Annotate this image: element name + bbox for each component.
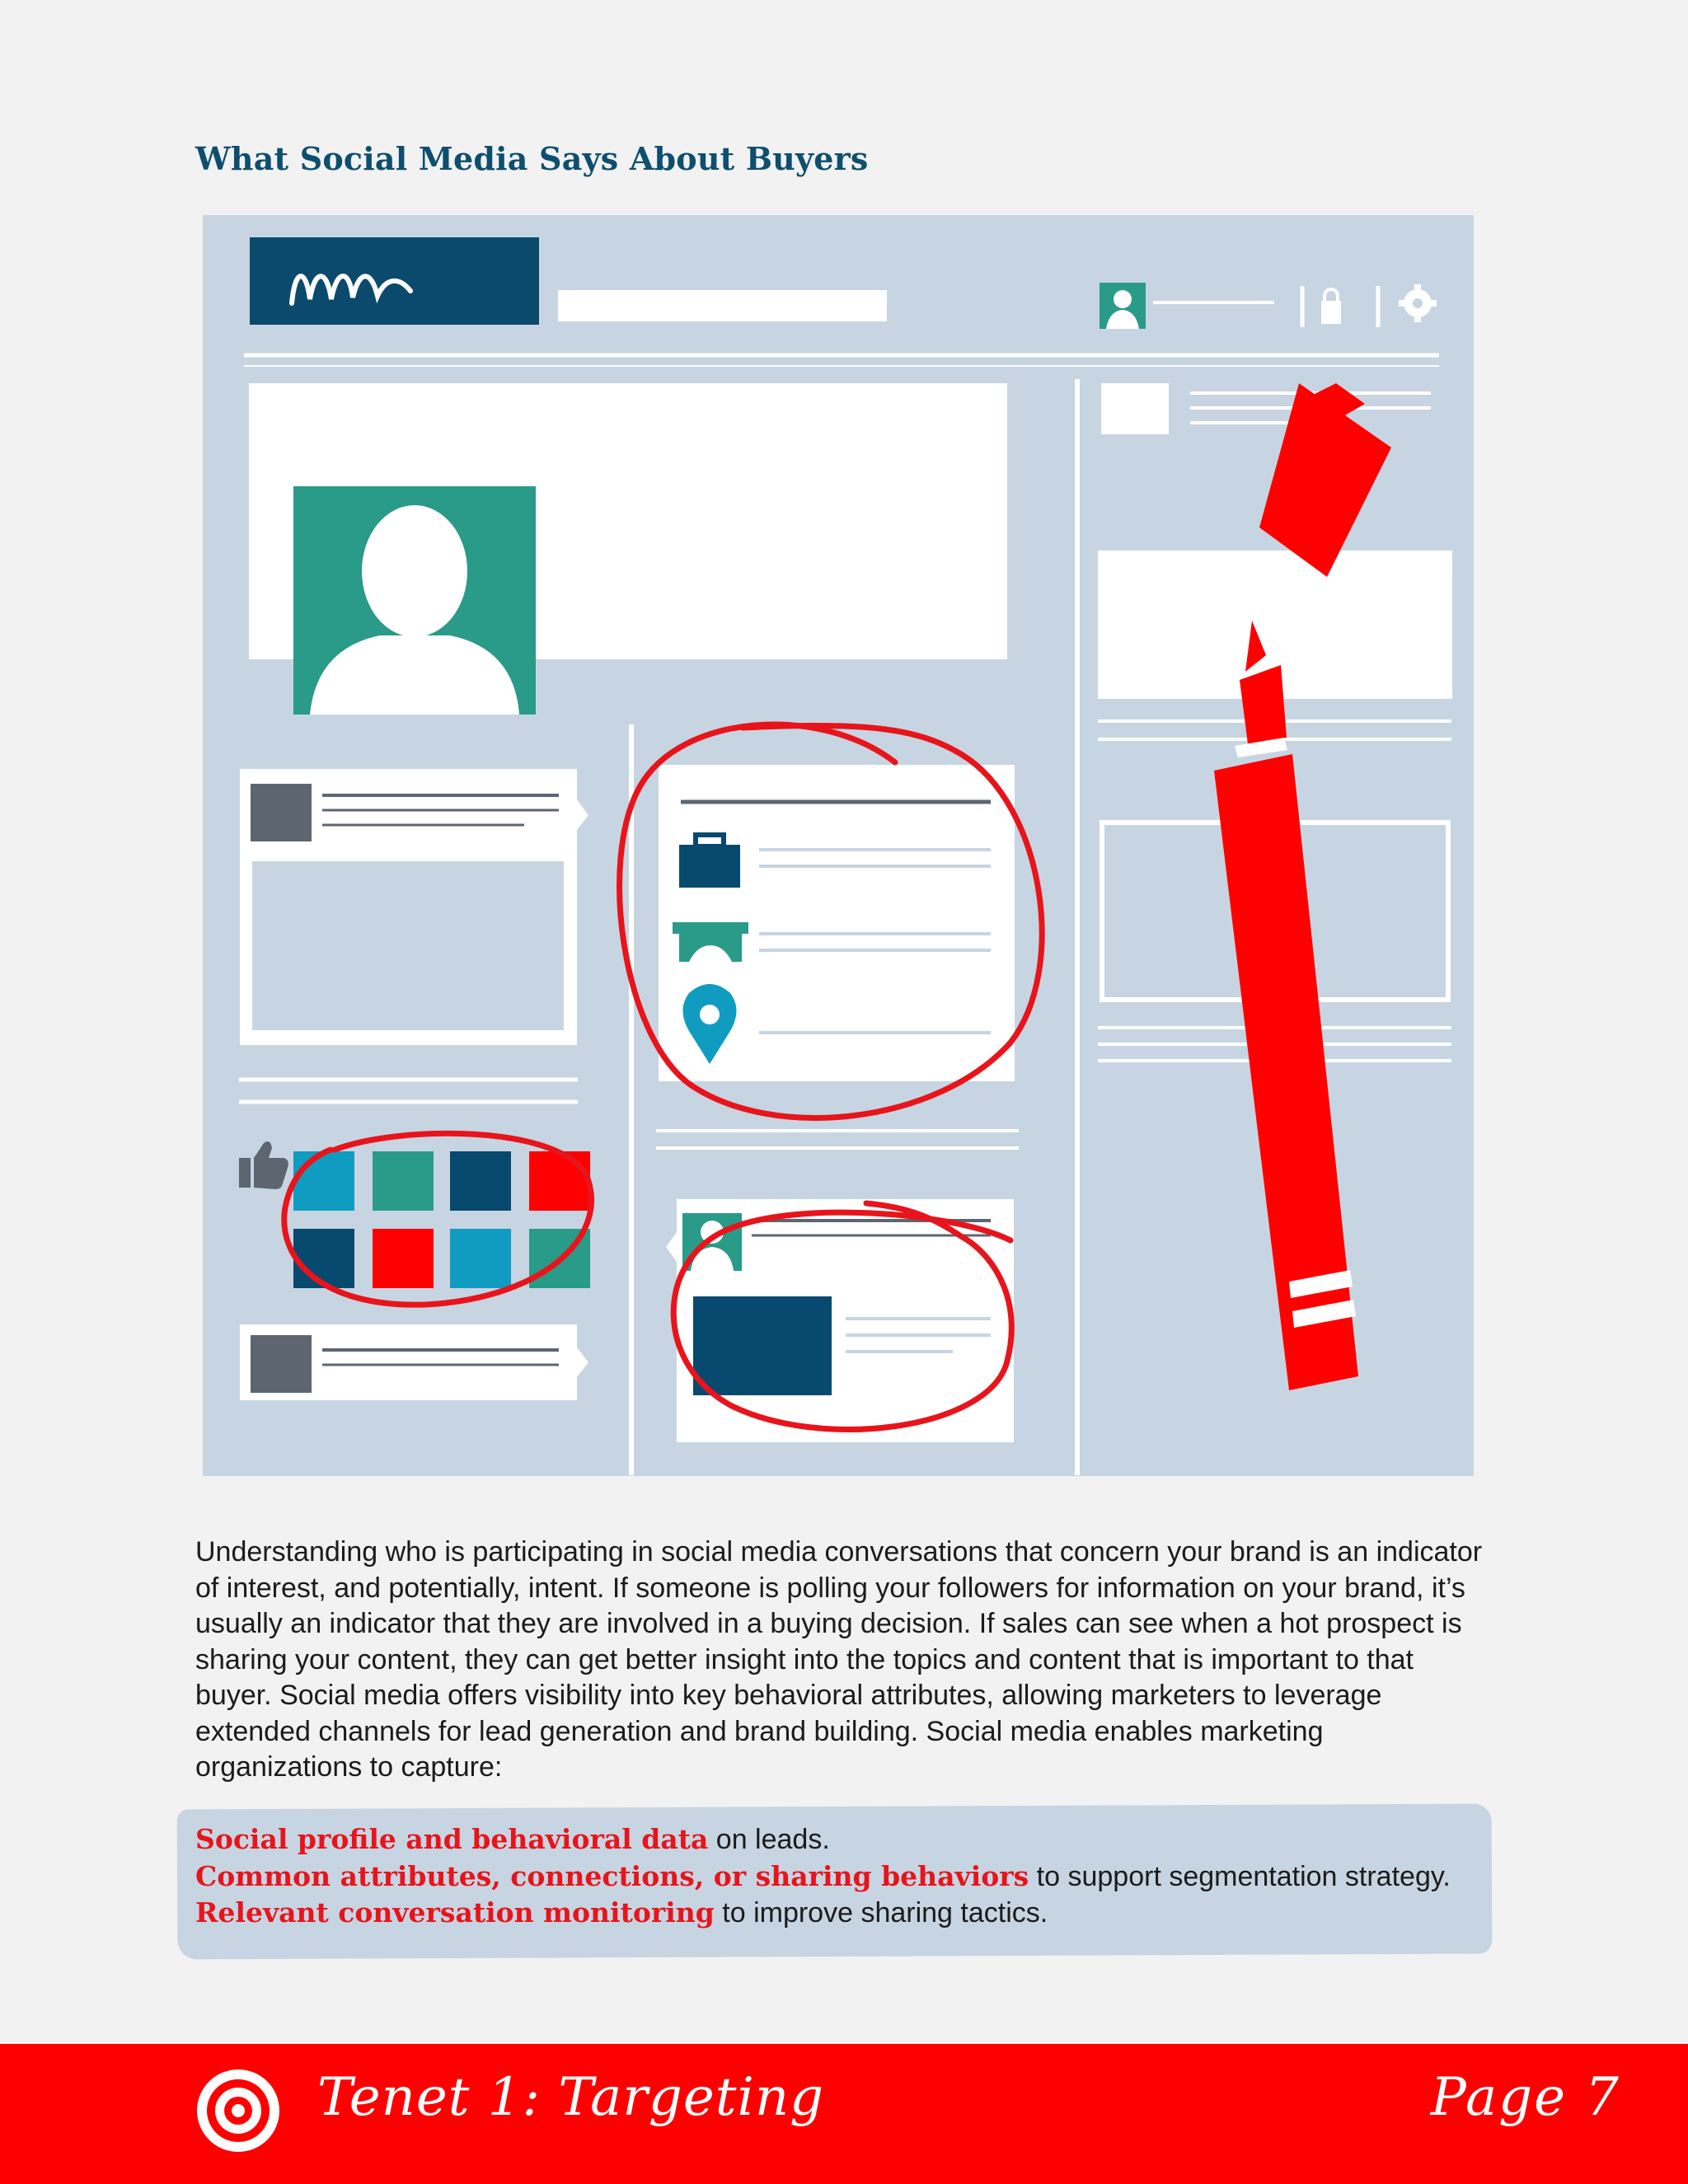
callout-list	[195, 1821, 1514, 1932]
footer-bar	[0, 2044, 1688, 2184]
target-icon	[193, 2065, 284, 2156]
callout-item	[195, 1858, 1514, 1896]
callout-item	[195, 1821, 1514, 1858]
page-number: Page 7	[1430, 2067, 1620, 2128]
search-bar	[558, 290, 887, 321]
callout-text: on leads.	[708, 1824, 830, 1855]
callout-highlight: Relevant conversation monitoring	[195, 1896, 715, 1929]
callout-text: to support segmentation strategy.	[1029, 1860, 1451, 1892]
profile-photo-icon	[293, 486, 536, 715]
callout-text: to improve sharing tactics.	[714, 1897, 1048, 1929]
callout-item	[195, 1895, 1514, 1932]
callout-highlight: Social profile and behavioral data	[195, 1823, 709, 1855]
user-avatar-icon	[1100, 283, 1146, 329]
footer-title: Tenet 1: Targeting	[317, 2067, 825, 2128]
section-heading: What Social Media Says About Buyers	[195, 140, 869, 177]
callout-highlight: Common attributes, connections, or sharing behaviors	[195, 1859, 1029, 1892]
social-media-illustration	[195, 210, 1480, 1496]
body-paragraph: Understanding who is participating in social media conversations that concern your brand is an indicator of interest, and potentially, intent. If someone is polling your followers for information on your brand, it’s usually an indicator that they are involved in a buying decision. If sales can see when a hot prospect is sharing your content, they can get better insight into the topics and content that is important to that buyer. Social media offers visibility into key behavioral attributes, allowing marketers to leverage extended channels for lead generation and brand building. Social media enables marketing organizations to capture:	[195, 1536, 1483, 1783]
